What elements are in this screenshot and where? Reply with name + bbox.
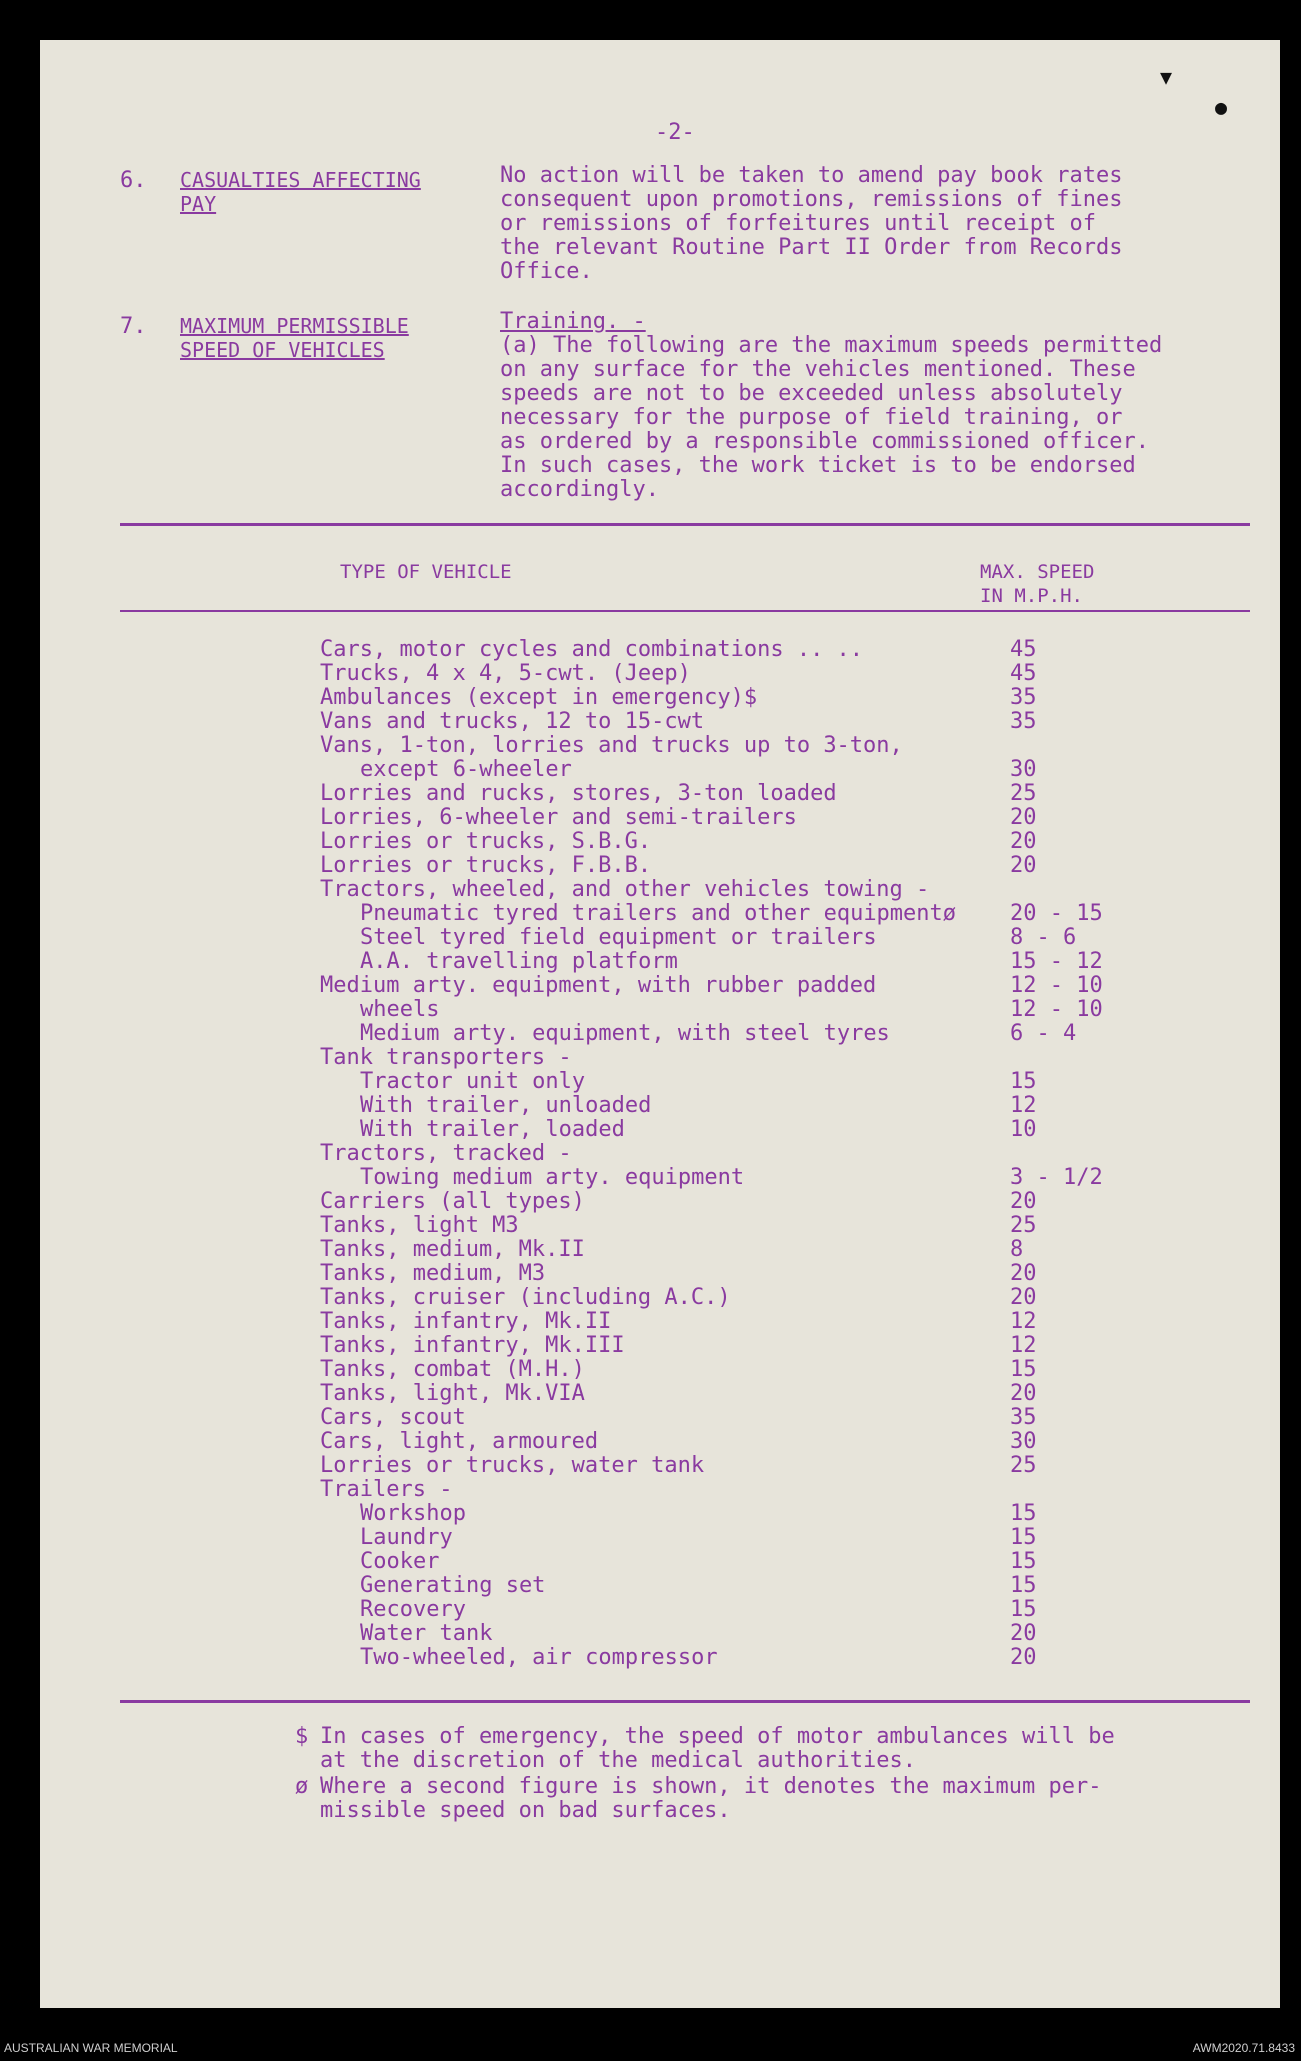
vehicle-type-cell: Water tank (360, 1621, 493, 1646)
vehicle-type-cell: Tanks, infantry, Mk.II (320, 1309, 612, 1334)
vehicle-type-cell: With trailer, unloaded (360, 1093, 652, 1118)
vehicle-type-cell: Laundry (360, 1525, 453, 1550)
section-7-number: 7. (120, 314, 147, 339)
vehicle-type-cell: Steel tyred field equipment or trailers (360, 925, 877, 950)
max-speed-cell: 20 (1010, 1621, 1037, 1646)
vehicle-type-cell: Generating set (360, 1573, 546, 1598)
table-row (40, 949, 1280, 973)
punch-mark-icon: ▼ (1160, 65, 1173, 89)
table-row (40, 637, 1280, 661)
max-speed-cell: 25 (1010, 1213, 1037, 1238)
max-speed-cell: 12 - 10 (1010, 973, 1103, 998)
vehicle-type-cell: Two-wheeled, air compressor (360, 1645, 718, 1670)
table-row (40, 1333, 1280, 1357)
vehicle-type-cell: Trailers - (320, 1477, 453, 1502)
footnote-symbol: ø (295, 1774, 309, 1799)
max-speed-cell: 20 (1010, 853, 1037, 878)
max-speed-cell: 12 (1010, 1093, 1037, 1118)
footer-institution: AUSTRALIAN WAR MEMORIAL (4, 2041, 178, 2055)
vehicle-type-cell: Tractors, wheeled, and other vehicles towing - (320, 877, 930, 902)
table-top-rule (120, 523, 1250, 526)
table-row (40, 1117, 1280, 1141)
max-speed-cell: 20 (1010, 1285, 1037, 1310)
max-speed-cell: 20 (1010, 1189, 1037, 1214)
table-row (40, 1573, 1280, 1597)
max-speed-cell: 15 - 12 (1010, 949, 1103, 974)
max-speed-cell: 8 - 6 (1010, 925, 1077, 950)
table-row (40, 757, 1280, 781)
max-speed-cell: 20 (1010, 1645, 1037, 1670)
footnote-symbol: $ (295, 1724, 309, 1749)
vehicle-type-cell: Tanks, cruiser (including A.C.) (320, 1285, 731, 1310)
max-speed-cell: 10 (1010, 1117, 1037, 1142)
max-speed-cell: 20 (1010, 805, 1037, 830)
table-row (40, 1645, 1280, 1669)
vehicle-type-cell: except 6-wheeler (360, 757, 572, 782)
table-row (40, 1237, 1280, 1261)
max-speed-cell: 20 (1010, 1261, 1037, 1286)
document-page (40, 40, 1280, 2008)
table-row (40, 853, 1280, 877)
section-6-heading: CASUALTIES AFFECTING PAY (180, 168, 421, 216)
column-header-speed: MAX. SPEED IN M.P.H. (980, 561, 1095, 607)
section-7-body: Training. - (a) The following are the maximum speeds permitted on any surface for the vehicles mentioned. These speeds are not to be exceeded unless absolutely necessary for the purpose of field training, or as ordered by a responsible commissioned officer. In such cases, the work ticket is to be endorsed accordingly. (500, 309, 1163, 502)
vehicle-type-cell: wheels (360, 997, 440, 1022)
vehicle-type-cell: Carriers (all types) (320, 1189, 585, 1214)
table-row (40, 1021, 1280, 1045)
max-speed-cell: 20 (1010, 829, 1037, 854)
vehicle-type-cell: With trailer, loaded (360, 1117, 625, 1142)
max-speed-cell: 30 (1010, 757, 1037, 782)
max-speed-cell: 15 (1010, 1357, 1037, 1382)
vehicle-type-cell: Trucks, 4 x 4, 5-cwt. (Jeep) (320, 661, 691, 686)
table-row (40, 1621, 1280, 1645)
max-speed-cell: 3 - 1/2 (1010, 1165, 1103, 1190)
max-speed-cell: 15 (1010, 1501, 1037, 1526)
max-speed-cell: 15 (1010, 1573, 1037, 1598)
max-speed-cell: 30 (1010, 1429, 1037, 1454)
footnote-ambulance: $ In cases of emergency, the speed of motor ambulances will be at the discretion of the medical authorities. (295, 1724, 1115, 1773)
vehicle-type-cell: Lorries or trucks, water tank (320, 1453, 705, 1478)
table-row (40, 1357, 1280, 1381)
max-speed-cell: 12 (1010, 1333, 1037, 1358)
footnote-second-figure: ø Where a second figure is shown, it denotes the maximum per- missible speed on bad surfaces. (295, 1774, 1102, 1823)
max-speed-cell: 12 (1010, 1309, 1037, 1334)
max-speed-cell: 15 (1010, 1597, 1037, 1622)
vehicle-type-cell: Workshop (360, 1501, 466, 1526)
max-speed-cell: 35 (1010, 685, 1037, 710)
vehicle-type-cell: Tanks, light, Mk.VIA (320, 1381, 585, 1406)
table-row (40, 709, 1280, 733)
section-6-number: 6. (120, 168, 147, 193)
max-speed-cell: 20 - 15 (1010, 901, 1103, 926)
max-speed-cell: 35 (1010, 709, 1037, 734)
vehicle-type-cell: Cars, light, armoured (320, 1429, 599, 1454)
table-row (40, 1141, 1280, 1165)
table-row (40, 805, 1280, 829)
table-row (40, 1213, 1280, 1237)
vehicle-type-cell: Medium arty. equipment, with steel tyres (360, 1021, 890, 1046)
vehicle-type-cell: Lorries or trucks, S.B.G. (320, 829, 652, 854)
max-speed-cell: 25 (1010, 781, 1037, 806)
table-row (40, 733, 1280, 757)
table-row (40, 1453, 1280, 1477)
vehicle-type-cell: Cooker (360, 1549, 440, 1574)
table-row (40, 901, 1280, 925)
max-speed-cell: 12 - 10 (1010, 997, 1103, 1022)
table-row (40, 1477, 1280, 1501)
table-row (40, 1501, 1280, 1525)
table-row (40, 925, 1280, 949)
table-row (40, 997, 1280, 1021)
table-row (40, 1261, 1280, 1285)
vehicle-type-cell: Tanks, light M3 (320, 1213, 519, 1238)
vehicle-type-cell: Tractor unit only (360, 1069, 586, 1094)
section-7-heading: MAXIMUM PERMISSIBLE SPEED OF VEHICLES (180, 314, 409, 362)
table-row (40, 1093, 1280, 1117)
max-speed-cell: 15 (1010, 1549, 1037, 1574)
max-speed-cell: 25 (1010, 1453, 1037, 1478)
table-row (40, 829, 1280, 853)
max-speed-cell: 45 (1010, 661, 1037, 686)
vehicle-type-cell: Tanks, combat (M.H.) (320, 1357, 585, 1382)
vehicle-type-cell: Cars, scout (320, 1405, 466, 1430)
vehicle-type-cell: Tractors, tracked - (320, 1141, 572, 1166)
table-row (40, 1165, 1280, 1189)
vehicle-type-cell: Lorries and rucks, stores, 3-ton loaded (320, 781, 837, 806)
max-speed-cell: 35 (1010, 1405, 1037, 1430)
max-speed-cell: 15 (1010, 1525, 1037, 1550)
column-header-type: TYPE OF VEHICLE (340, 561, 512, 583)
table-row (40, 1597, 1280, 1621)
table-row (40, 1069, 1280, 1093)
table-row (40, 1405, 1280, 1429)
table-row (40, 1429, 1280, 1453)
vehicle-type-cell: Lorries, 6-wheeler and semi-trailers (320, 805, 797, 830)
table-row (40, 1285, 1280, 1309)
table-row (40, 781, 1280, 805)
table-row (40, 1045, 1280, 1069)
table-row (40, 973, 1280, 997)
vehicle-type-cell: Recovery (360, 1597, 466, 1622)
max-speed-cell: 6 - 4 (1010, 1021, 1077, 1046)
vehicle-type-cell: Tanks, medium, M3 (320, 1261, 546, 1286)
table-row (40, 1549, 1280, 1573)
table-bottom-rule (120, 1700, 1250, 1703)
vehicle-type-cell: Medium arty. equipment, with rubber padded (320, 973, 877, 998)
table-row (40, 1525, 1280, 1549)
vehicle-type-cell: A.A. travelling platform (360, 949, 678, 974)
vehicle-type-cell: Vans, 1-ton, lorries and trucks up to 3-ton, (320, 733, 903, 758)
table-row (40, 1381, 1280, 1405)
table-header-rule (120, 610, 1250, 612)
max-speed-cell: 15 (1010, 1069, 1037, 1094)
section-6-body: No action will be taken to amend pay book rates consequent upon promotions, remissions of fines or remissions of forfeitures until receipt of the relevant Routine Part II Order from Records Office. (500, 163, 1123, 284)
vehicle-type-cell: Tank transporters - (320, 1045, 572, 1070)
vehicle-type-cell: Towing medium arty. equipment (360, 1165, 745, 1190)
vehicle-type-cell: Vans and trucks, 12 to 15-cwt (320, 709, 705, 734)
footer-accession-number: AWM2020.71.8433 (1192, 2041, 1295, 2055)
max-speed-cell: 20 (1010, 1381, 1037, 1406)
vehicle-type-cell: Ambulances (except in emergency)$ (320, 685, 758, 710)
page-number: -2- (655, 120, 695, 145)
table-row (40, 877, 1280, 901)
table-row (40, 661, 1280, 685)
vehicle-type-cell: Pneumatic tyred trailers and other equipmentø (360, 901, 957, 926)
table-row (40, 685, 1280, 709)
punch-mark-icon: ● (1215, 95, 1228, 119)
vehicle-type-cell: Cars, motor cycles and combinations .. .. (320, 637, 864, 662)
vehicle-type-cell: Tanks, medium, Mk.II (320, 1237, 585, 1262)
max-speed-cell: 45 (1010, 637, 1037, 662)
vehicle-type-cell: Tanks, infantry, Mk.III (320, 1333, 625, 1358)
vehicle-type-cell: Lorries or trucks, F.B.B. (320, 853, 652, 878)
table-row (40, 1309, 1280, 1333)
max-speed-cell: 8 (1010, 1237, 1024, 1262)
table-row (40, 1189, 1280, 1213)
